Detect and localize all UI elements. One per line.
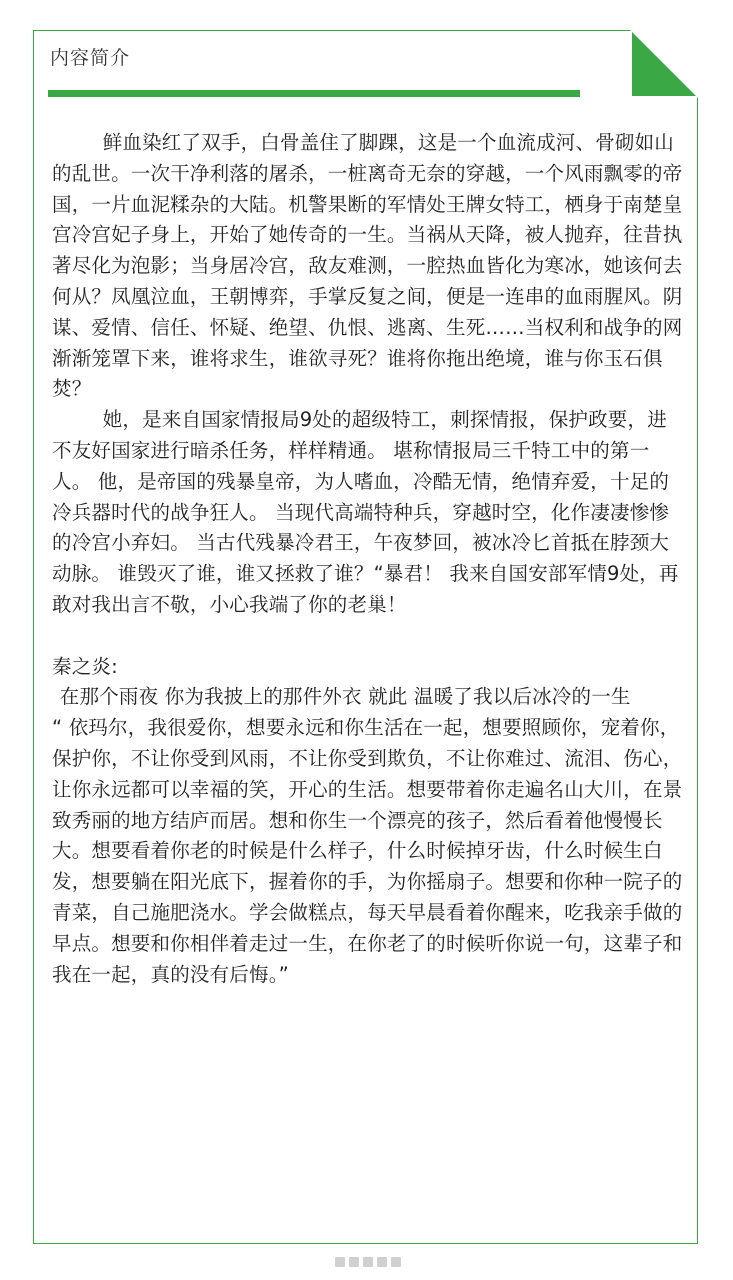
corner-triangle-icon: [630, 30, 698, 98]
synopsis-paragraph-1: 鲜血染红了双手，白骨盖住了脚踝，这是一个血流成河、骨砌如山的乱世。一次干净利落的屠杀，一桩离奇无奈的穿越，一个风雨飘零的帝国，一片血泥糅杂的大陆。机警果断的军情处王牌女特工，栖身于南楚皇宫冷宫妃子身上，开始了她传奇的一生。当祸从天降，被人抛弃，往昔执著尽化为泡影；当身居冷宫，敌友难测，一腔热血皆化为寒冰，她该何去何从？凤凰泣血，王朝博弈，手掌反复之间，便是一连串的血雨腥风。阴谋、爱情、信任、怀疑、绝望、仇恨、逃离、生死……当权利和战争的网渐渐笼罩下来，谁将求生，谁欲寻死？谁将你拖出绝境，谁与你玉石俱焚？: [52, 131, 683, 401]
indicator-dot: [349, 1257, 359, 1267]
speaker-name: 秦之炎:: [52, 654, 118, 678]
indicator-dot: [363, 1257, 373, 1267]
paragraph-spacer: [52, 621, 684, 652]
synopsis-body: [52, 128, 684, 990]
intro-card: [33, 30, 698, 1244]
title-underline-bar: [48, 90, 580, 97]
section-title: 内容简介: [50, 47, 131, 69]
love-letter-paragraph: “ 依玛尔，我很爱你，想要永远和你生活在一起，想要照顾你，宠着你，保护你，不让你受到风雨，不让你受到欺负，不让你难过、流泪、伤心，让你永远都可以幸福的笑，开心的生活。想要带着你走遍名山大川，在景致秀丽的地方结庐而居。想和你生一个漂亮的孩子，然后看着他慢慢长大。想要看着你老的时候是什么样子，什么时候掉牙齿，什么时候生白发，想要躺在阳光底下，握着你的手，为你摇扇子。想要和你种一院子的青菜，自己施肥浇水。学会做糕点，每天早晨看着你醒来，吃我亲手做的早点。想要和你相伴着走过一生，在你老了的时候听你说一句，这辈子和我在一起，真的没有后悔。”: [52, 716, 683, 986]
indicator-dot: [335, 1257, 345, 1267]
synopsis-paragraph-2: 她，是来自国家情报局9处的超级特工，刺探情报，保护政要，进不友好国家进行暗杀任务，样样精通。 堪称情报局三千特工中的第一人。 他，是帝国的残暴皇帝，为人嗜血，冷酷无情，绝情弃爱，十足的冷兵器时代的战争狂人。 当现代高端特种兵，穿越时空，化作凄凄惨惨的冷宫小弃妇。 当古代残暴冷君王，午夜梦回，被冰冷匕首抵在脖颈大动脉。 谁毁灭了谁，谁又拯救了谁？“暴君！ 我来自国安部军情9处，再敢对我出言不敬，小心我端了你的老巢！: [52, 408, 679, 616]
indicator-dot: [391, 1257, 401, 1267]
indicator-dot: [377, 1257, 387, 1267]
quote-line: 在那个雨夜 你为我披上的那件外衣 就此 温暖了我以后冰冷的一生: [59, 685, 631, 709]
page-indicator: [335, 1252, 405, 1268]
